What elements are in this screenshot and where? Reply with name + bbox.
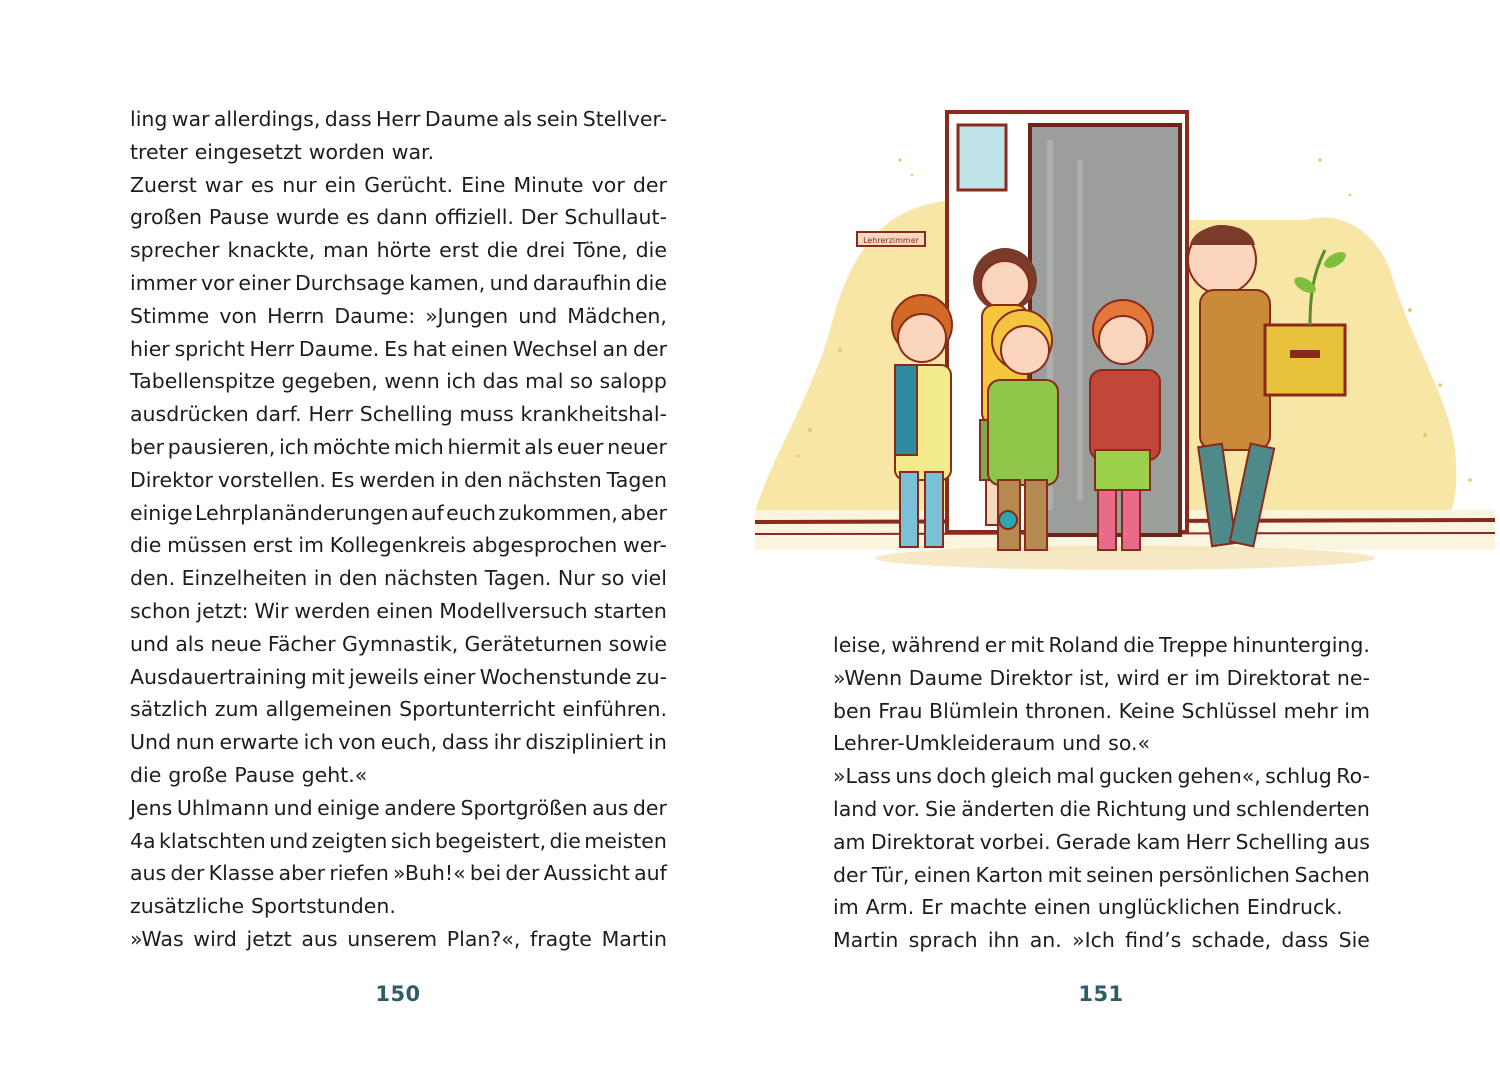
- page-number-left: 150: [375, 982, 421, 1006]
- text-line: Direktor vorstellen. Es werden in den nächsten Tagen: [130, 467, 667, 492]
- text-line: 4a klatschten und zeigten sich begeistert, die meisten: [130, 828, 667, 853]
- text-line: Tabellenspitze gegeben, wenn ich das mal so salopp: [130, 369, 667, 394]
- text-line: sprecher knackte, man hörte erst die drei Töne, die: [130, 238, 667, 263]
- text-line: Jens Uhlmann und einige andere Sportgrößen aus der: [130, 795, 667, 820]
- left-page-text: [130, 103, 667, 956]
- text-line: aus der Klasse aber riefen »Buh!« bei der Aussicht auf: [130, 861, 667, 886]
- right-page-text: [833, 629, 1370, 957]
- text-line: ben Frau Blümlein thronen. Keine Schlüssel mehr im: [833, 698, 1370, 723]
- text-line: der Tür, einen Karton mit seinen persönlichen Sachen: [833, 862, 1370, 887]
- text-line: treter eingesetzt worden war.: [130, 139, 435, 164]
- text-line: zusätzliche Sportstunden.: [130, 894, 396, 919]
- text-line: Zuerst war es nur ein Gerücht. Eine Minute vor der: [130, 172, 667, 197]
- text-line: Martin sprach ihn an. »Ich find’s schade, dass Sie: [833, 928, 1370, 953]
- text-line: »Lass uns doch gleich mal gucken gehen«, schlug Ro-: [833, 764, 1370, 789]
- text-line: den. Einzelheiten in den nächsten Tagen. Nur so viel: [130, 566, 667, 591]
- text-line: Ausdauertraining mit jeweils einer Wochenstunde zu-: [130, 664, 667, 689]
- right-page: [750, 0, 1500, 1086]
- text-line: und als neue Fächer Gymnastik, Geräteturnen sowie: [130, 631, 667, 656]
- text-line: im Arm. Er machte einen unglücklichen Eindruck.: [833, 895, 1343, 920]
- text-line: am Direktorat vorbei. Gerade kam Herr Schelling aus: [833, 829, 1370, 854]
- text-line: immer vor einer Durchsage kamen, und daraufhin die: [130, 270, 667, 295]
- text-line: land vor. Sie änderten die Richtung und schlenderten: [833, 796, 1370, 821]
- text-line: ber pausieren, ich möchte mich hiermit als euer neuer: [130, 434, 667, 459]
- text-line: großen Pause wurde es dann offiziell. Der Schullaut-: [130, 205, 667, 230]
- text-line: »Wenn Daume Direktor ist, wird er im Direktorat ne-: [833, 665, 1370, 690]
- text-line: hier spricht Herr Daume. Es hat einen Wechsel an der: [130, 336, 667, 361]
- text-line: »Was wird jetzt aus unserem Plan?«, fragte Martin: [130, 926, 667, 951]
- door-sign: Lehrerzimmer: [863, 236, 919, 245]
- illustration: [750, 100, 1500, 590]
- text-line: leise, während er mit Roland die Treppe hinunterging.: [833, 633, 1370, 657]
- text-line: Lehrer-Umkleideraum und so.«: [833, 731, 1151, 756]
- text-line: sätzlich zum allgemeinen Sportunterricht einführen.: [130, 697, 667, 722]
- text-line: Stimme von Herrn Daume: »Jungen und Mädchen,: [130, 303, 667, 328]
- text-line: Und nun erwarte ich von euch, dass ihr diszipliniert in: [130, 730, 667, 755]
- text-line: schon jetzt: Wir werden einen Modellversuch starten: [130, 598, 667, 623]
- text-line: die große Pause geht.«: [130, 762, 368, 787]
- text-line: einige Lehrplanänderungen auf euch zukommen, aber: [130, 500, 667, 525]
- text-line: ling war allerdings, dass Herr Daume als sein Stellver-: [130, 107, 667, 131]
- text-line: die müssen erst im Kollegenkreis abgesprochen wer-: [130, 533, 667, 558]
- page-number-right: 151: [1078, 982, 1124, 1006]
- text-line: ausdrücken darf. Herr Schelling muss krankheitshal-: [130, 402, 667, 427]
